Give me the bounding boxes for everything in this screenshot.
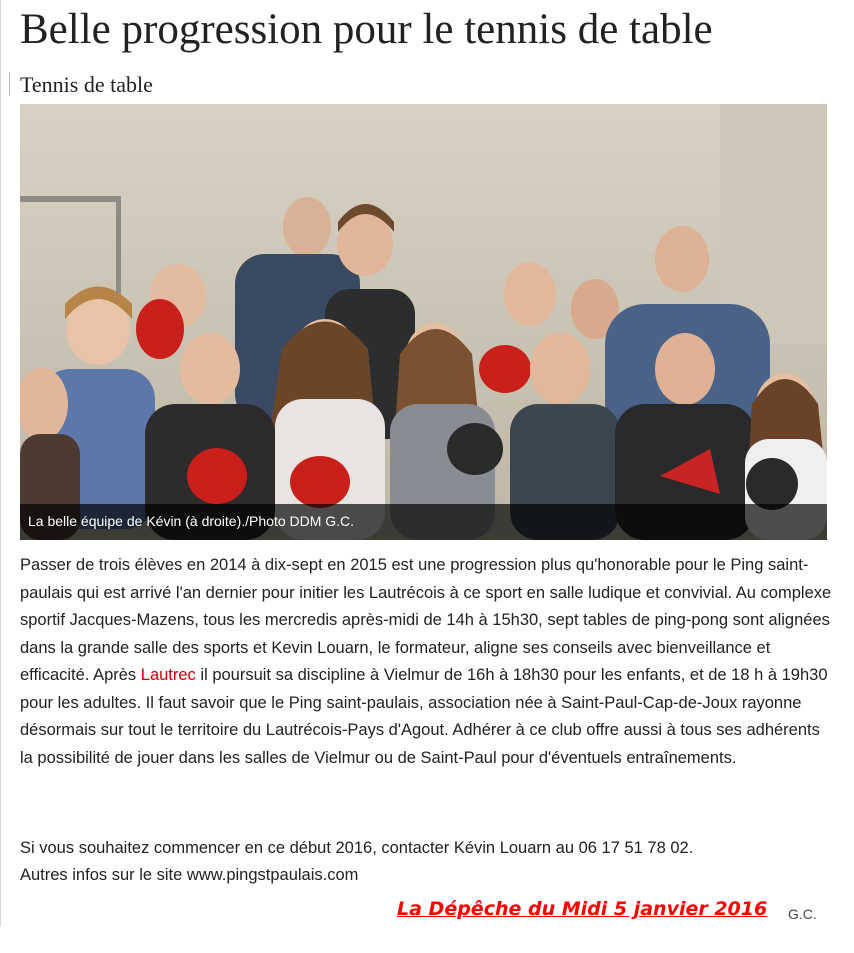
source-credit: La Dépêche du Midi 5 janvier 2016 [397, 898, 768, 920]
article-title: Belle progression pour le tennis de table [20, 6, 713, 53]
paragraph-1-text-b: il poursuit sa discipline à Vielmur de 16h à 18h30 pour les enfants, et de 18 h à 19h30 pour les adultes. Il faut savoir que le Ping saint-paulais, association née à Saint-Paul-Cap-de-Joux rayonne désormais sur tout le territoire du Lautrécois-Pays d'Agout. Adhérer à ce club offre aussi à tous ses adhérents la possibilité de jouer dans les salles de Vielmur ou de Saint-Paul pour d'éventuels entraînements. [20, 666, 828, 767]
lautrec-link[interactable]: Lautrec [140, 666, 196, 684]
rubric-divider [9, 72, 10, 96]
article-paragraph-1 [20, 552, 834, 772]
paragraph-2-line-2: Autres infos sur le site www.pingstpaulais.com [20, 866, 359, 884]
article-paragraph-2 [20, 835, 834, 889]
paragraph-1-text-a: Passer de trois élèves en 2014 à dix-sept en 2015 est une progression plus qu'honorable pour le Ping saint-paulais qui est arrivé l'an dernier pour initier les Lautrécois à ce sport en salle ludique et convivial. Au complexe sportif Jacques-Mazens, tous les mercredis après-midi de 14h à 15h30, sept tables de ping-pong sont alignées dans la grande salle des sports et Kevin Louarn, le formateur, aligne ses conseils avec bienveillance et efficacité. Après [20, 556, 832, 684]
group-photo-illustration [20, 104, 827, 540]
author-initials: G.C. [788, 906, 817, 922]
paragraph-2-line-1: Si vous souhaitez commencer en ce début 2016, contacter Kévin Louarn au 06 17 51 78 02. [20, 839, 694, 857]
photo-caption-bar [20, 504, 827, 540]
photo-caption: La belle équipe de Kévin (à droite)./Photo DDM G.C. [28, 513, 355, 529]
article-photo [20, 104, 827, 540]
page-left-border [0, 0, 1, 926]
article-rubric: Tennis de table [20, 72, 153, 97]
